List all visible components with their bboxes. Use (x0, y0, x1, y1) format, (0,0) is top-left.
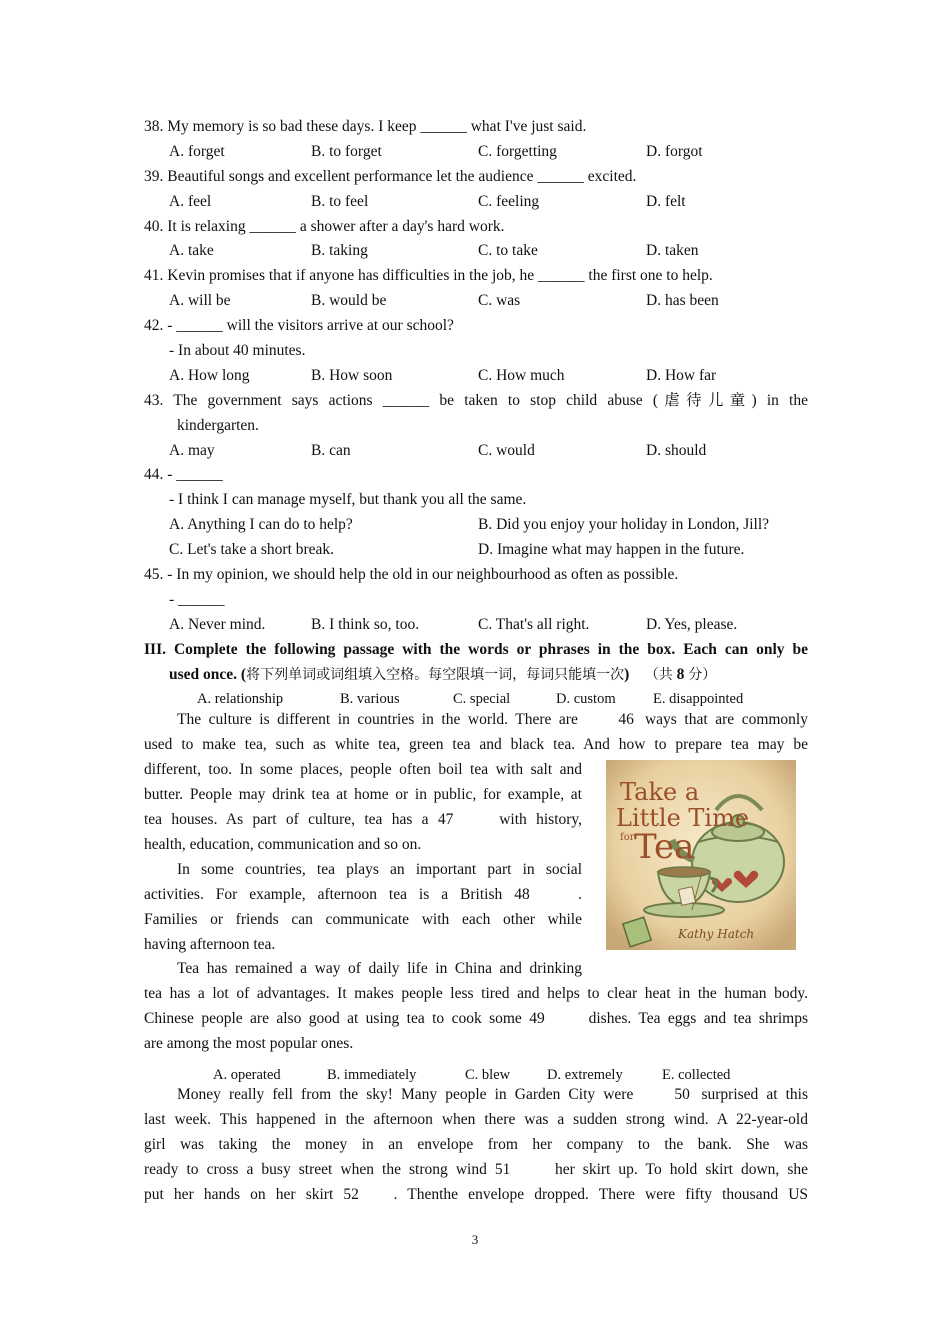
options-44-row2 (144, 538, 808, 563)
blank-47: 47 (437, 811, 454, 829)
option-c: C. That's all right. (478, 615, 590, 633)
question-45: 45. - In my opinion, we should help the old in our neighbourhood as often as possible. (144, 566, 679, 584)
options-39 (144, 190, 808, 215)
section-3-heading-cont (144, 663, 808, 688)
text: dishes. Tea eggs and tea shrimps (588, 1010, 809, 1028)
option-a: A. forget (169, 142, 225, 160)
option-d: D. taken (646, 242, 699, 260)
text: . (578, 885, 583, 903)
passage-2-line (144, 1083, 808, 1108)
options-45 (144, 613, 808, 638)
passage-1-line (144, 708, 808, 733)
option-c: C. was (478, 292, 521, 310)
option-b: B. to feel (311, 192, 369, 210)
blank-52: 52 (343, 1185, 359, 1203)
page-number: 3 (471, 1232, 479, 1247)
passage-1-line: tea has a lot of advantages. It makes people less tired and helps to clear heat in the human body. (144, 985, 808, 1003)
option-b: B. How soon (311, 366, 393, 384)
word-option: E. disappointed (653, 691, 744, 708)
word-option: D. extremely (547, 1066, 623, 1083)
heading-chinese: 将下列单词或词组填入空格。每空限填一词，每词只能填一次 (246, 666, 625, 683)
option-d: D. felt (646, 192, 686, 210)
passage-1-line: Families or friends can communicate with each other while (144, 910, 582, 928)
passage-1-line (144, 1007, 808, 1032)
section-3-heading: III. Complete the following passage with the words or phrases in the box. Each can only be (144, 640, 808, 658)
option-a: A. will be (169, 292, 231, 310)
heading-text: used once. ( (169, 665, 247, 683)
passage-2-line (144, 1183, 808, 1208)
question-40: 40. It is relaxing ______ a shower after a day's hard work. (144, 217, 505, 235)
option-c: C. Let's take a short break. (169, 541, 335, 559)
word-option: A. operated (213, 1066, 281, 1083)
option-a: A. Anything I can do to help? (169, 516, 353, 534)
text: with history, (499, 811, 583, 829)
option-c: C. How much (478, 366, 565, 384)
option-b: B. to forget (311, 142, 382, 160)
word-option: A. relationship (197, 691, 284, 708)
question-44-reply: - I think I can manage myself, but thank you all the same. (169, 491, 527, 509)
passage-1-line: In some countries, tea plays an important part in social (177, 860, 582, 878)
option-d: D. forgot (646, 142, 703, 160)
option-a: A. Never mind. (169, 615, 266, 633)
tea-signature: Kathy Hatch (678, 927, 755, 942)
tea-title-line4: Tea (634, 827, 695, 868)
text: ways that are commonly (644, 711, 808, 729)
word-option: D. custom (556, 691, 616, 708)
heading-points-unit: 分） (688, 666, 717, 683)
options-43 (144, 439, 808, 464)
blank-50: 50 (674, 1085, 690, 1103)
text: her skirt up. To hold skirt down, she (554, 1160, 809, 1178)
options-41 (144, 289, 808, 314)
passage-1-line (144, 808, 582, 833)
options-38 (144, 140, 808, 165)
option-a: A. How long (169, 366, 250, 384)
tea-title-line1: Take a (620, 778, 700, 807)
text: put her hands on her skirt (144, 1185, 334, 1203)
option-b: B. taking (311, 242, 368, 260)
option-c: C. forgetting (478, 142, 557, 160)
passage-1-with-image (144, 758, 808, 982)
option-d: D. Yes, please. (646, 615, 738, 633)
tea-title-line2: Little Time (616, 804, 750, 833)
tea-title-line3: for (620, 832, 635, 844)
options-44-row1 (144, 513, 808, 538)
passage-1-line (144, 883, 582, 908)
option-b: B. can (311, 441, 351, 459)
option-a: A. may (169, 441, 215, 459)
option-c: C. feeling (478, 192, 540, 210)
question-44: 44. - ______ (144, 466, 223, 484)
option-d: D. has been (646, 292, 719, 310)
word-option: C. special (453, 691, 511, 708)
option-d: D. Imagine what may happen in the future. (478, 541, 745, 559)
heading-points: 8 (676, 665, 685, 683)
blank-49: 49 (529, 1010, 545, 1028)
text: Money really fell from the sky! Many people in Garden City were (177, 1085, 634, 1103)
question-43: 43. The government says actions ______ be taken to stop child abuse (虐待儿童) in the (144, 391, 808, 409)
blank-51: 51 (494, 1160, 511, 1178)
heading-paren: ) (624, 665, 630, 683)
option-c: C. to take (478, 242, 538, 260)
question-41: 41. Kevin promises that if anyone has difficulties in the job, he ______ the first one to help. (144, 267, 713, 285)
passage-1-line: different, too. In some places, people often boil tea with salt and (144, 761, 582, 779)
option-d: D. should (646, 441, 707, 459)
question-43-cont: kindergarten. (177, 416, 259, 434)
question-39: 39. Beautiful songs and excellent performance let the audience ______ excited. (144, 167, 637, 185)
option-b: B. Did you enjoy your holiday in London, Jill? (478, 516, 770, 534)
option-c: C. would (478, 441, 535, 459)
question-38: 38. My memory is so bad these days. I keep ______ what I've just said. (144, 118, 587, 135)
passage-1-line: having afternoon tea. (144, 935, 276, 953)
option-a: A. take (169, 242, 214, 260)
passage-1-line: are among the most popular ones. (144, 1035, 354, 1053)
passage-1-line: butter. People may drink tea at home or in public, for example, at (144, 786, 582, 804)
question-42: 42. - ______ will the visitors arrive at our school? (144, 317, 454, 335)
exam-page (144, 115, 808, 1207)
text: . Thenthe envelope dropped. There were fifty thousand US (393, 1185, 809, 1203)
question-45-reply: - ______ (169, 590, 225, 608)
blank-46: 46 (618, 711, 634, 729)
passage-2-line (144, 1158, 808, 1183)
passage-2-line: girl was taking the money in an envelope from her company to the bank. She was (144, 1135, 808, 1153)
passage-1-narrow-column (144, 758, 582, 982)
option-d: D. How far (646, 366, 717, 384)
text: ready to cross a busy street when the strong wind (144, 1160, 487, 1178)
word-option: C. blew (465, 1066, 511, 1083)
text: surprised at this (701, 1085, 809, 1103)
option-b: B. would be (311, 292, 387, 310)
text: The culture is different in countries in the world. There are (177, 711, 578, 729)
question-42-reply: - In about 40 minutes. (169, 342, 306, 360)
options-42 (144, 364, 808, 389)
options-40 (144, 239, 808, 264)
passage-1-line: used to make tea, such as white tea, green tea and black tea. And how to prepare tea may be (144, 736, 808, 754)
option-a: A. feel (169, 192, 212, 210)
heading-total-label: （共 (644, 666, 673, 683)
word-option: E. collected (662, 1066, 731, 1083)
option-b: B. I think so, too. (311, 615, 420, 633)
text: Chinese people are also good at using tea to cook some (144, 1010, 522, 1028)
blank-48: 48 (514, 885, 530, 903)
passage-1-line: health, education, communication and so on. (144, 835, 422, 853)
text: tea houses. As part of culture, tea has a (144, 811, 429, 829)
tea-illustration (606, 760, 796, 950)
passage-2-line: last week. This happened in the afternoon when there was a sudden strong wind. A 22-year-old (144, 1110, 808, 1128)
text: activities. For example, afternoon tea is a British (144, 885, 503, 903)
passage-1-line: Tea has remained a way of daily life in China and drinking (177, 960, 582, 978)
word-option: B. immediately (327, 1066, 417, 1083)
word-option: B. various (340, 691, 400, 708)
